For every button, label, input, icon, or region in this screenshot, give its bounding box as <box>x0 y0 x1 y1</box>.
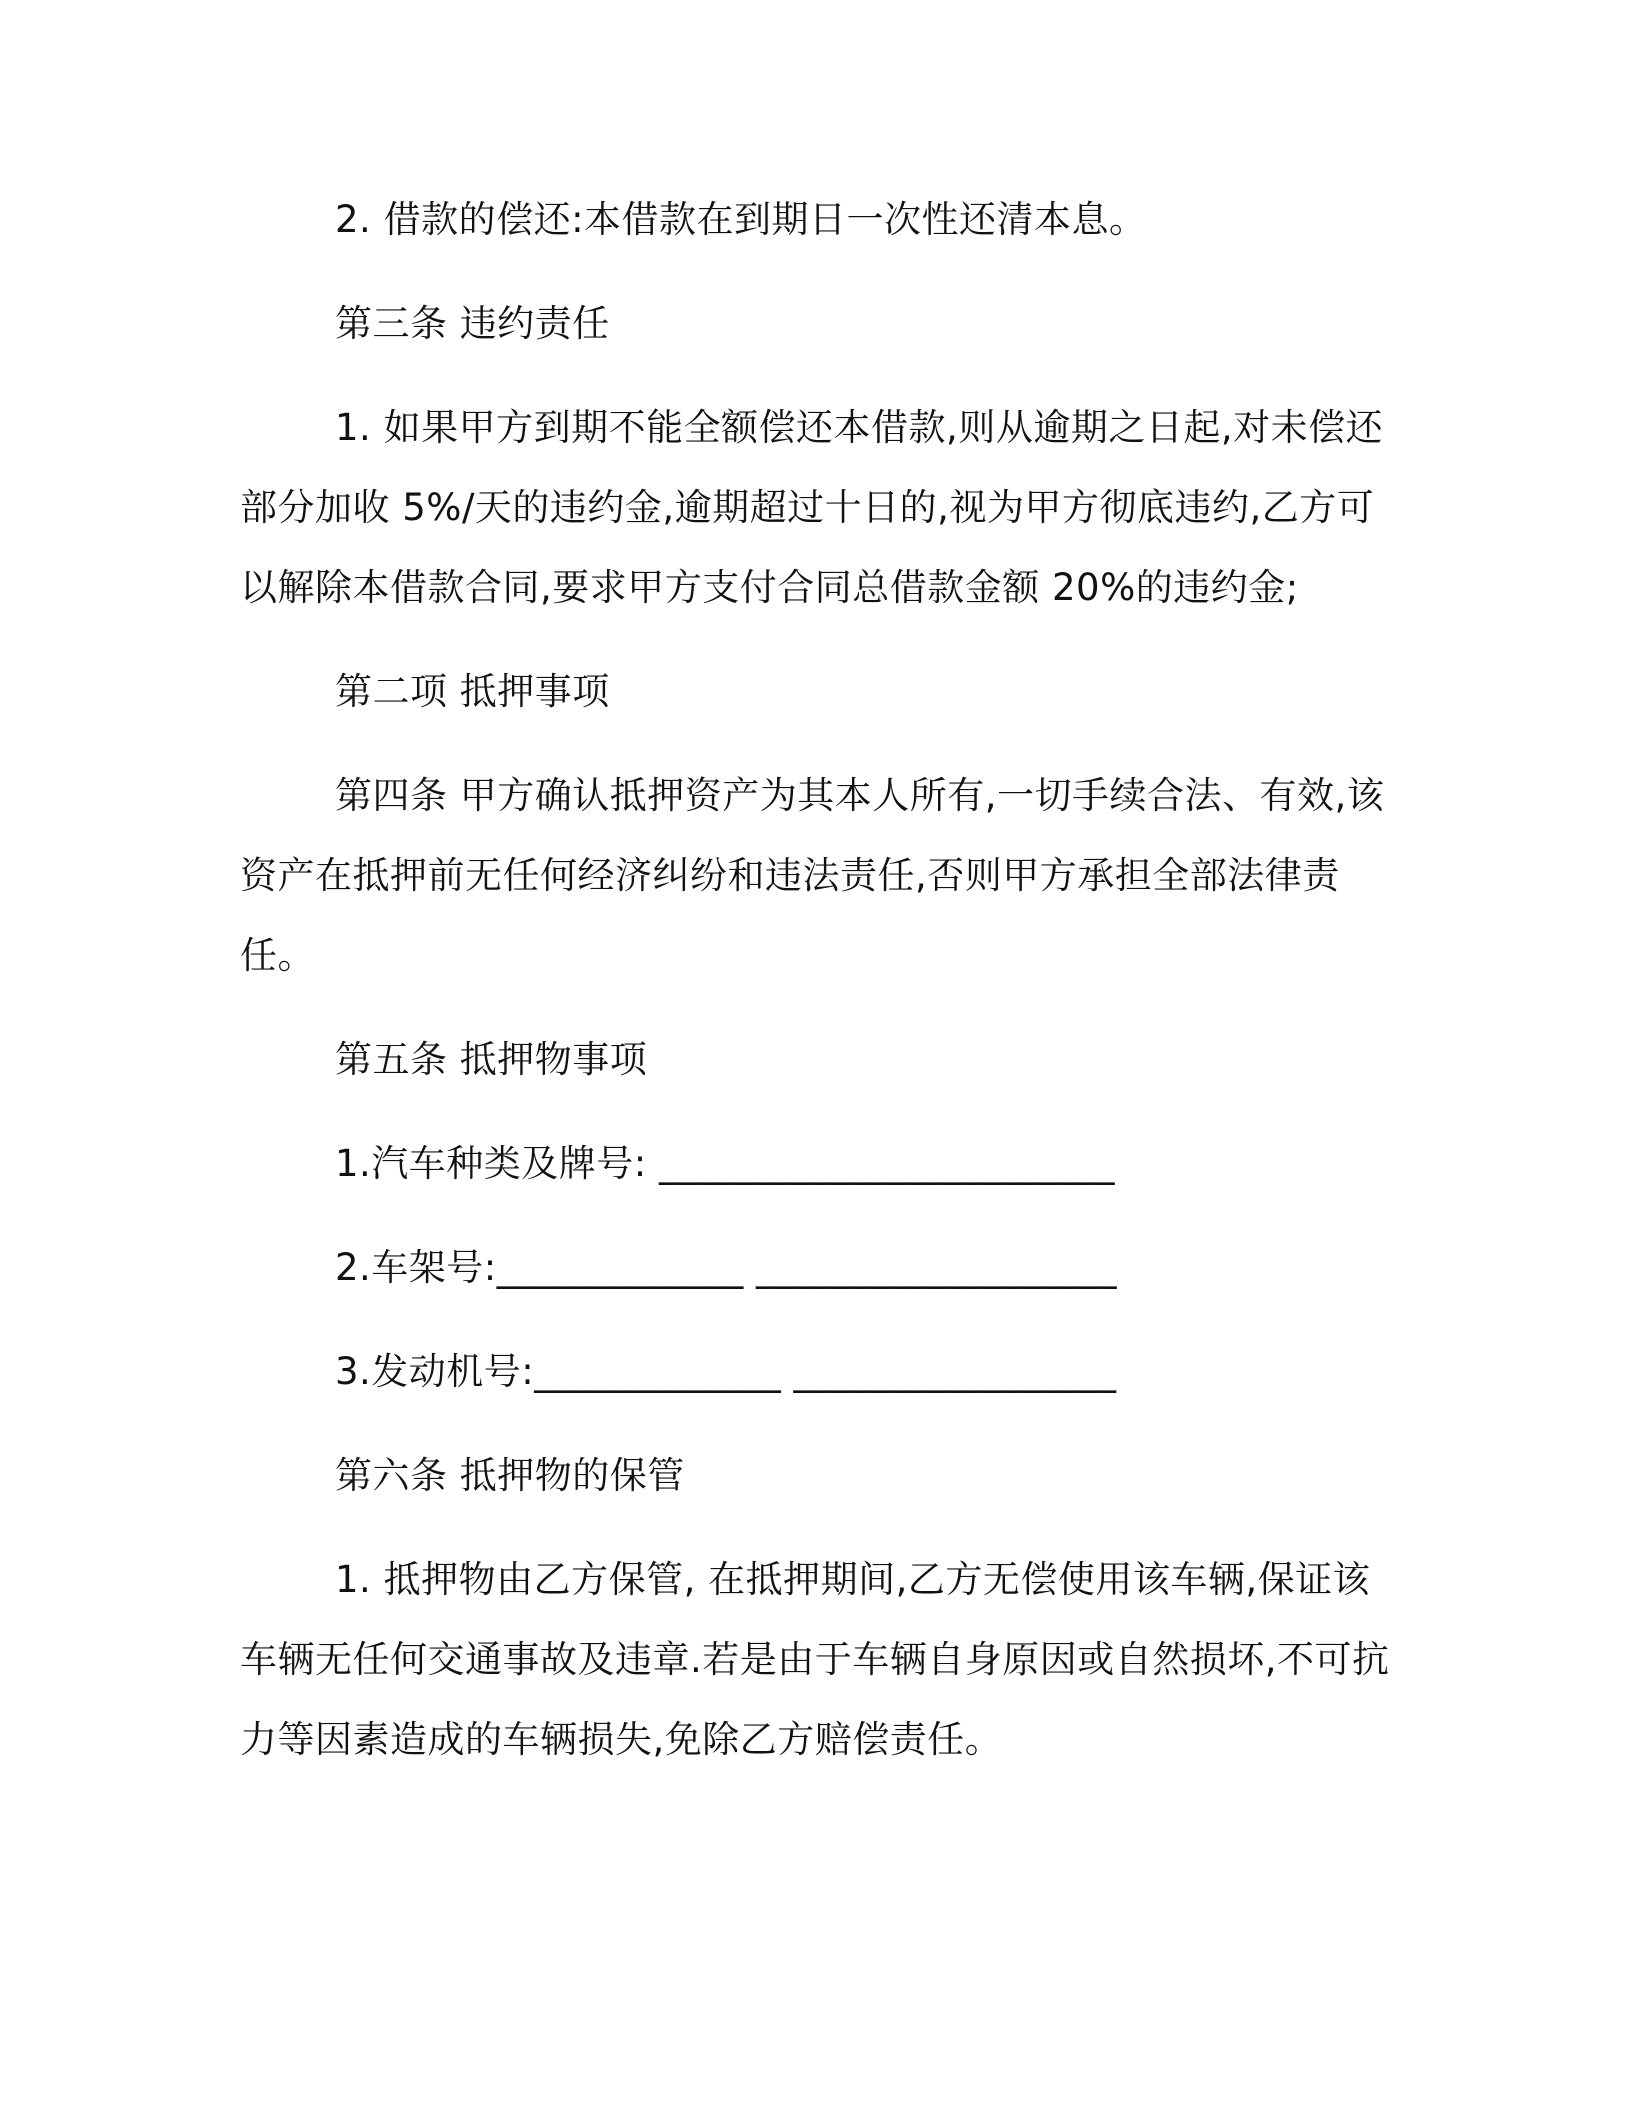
article-3-heading: 第三条 违约责任 <box>335 302 610 345</box>
section-2-heading: 第二项 抵押事项 <box>335 670 610 713</box>
article-6-heading: 第六条 抵押物的保管 <box>335 1454 685 1497</box>
vehicle-type-plate-field: 1.汽车种类及牌号: ________________________ <box>335 1142 1116 1185</box>
default-liability-clause: 1. 如果甲方到期不能全额偿还本借款,则从逾期之日起,对未偿还部分加收 5%/天的违约金,逾期超过十日的,视为甲方彻底违约,乙方可以解除本借款合同,要求甲方支付合同总借款金额 20%的违约金; <box>240 406 1384 609</box>
article-5-heading: 第五条 抵押物事项 <box>335 1038 648 1081</box>
custody-clause: 1. 抵押物由乙方保管, 在抵押期间,乙方无偿使用该车辆,保证该车辆无任何交通事故及违章.若是由于车辆自身原因或自然损坏,不可抗力等因素造成的车辆损失,免除乙方赔偿责任。 <box>240 1558 1390 1761</box>
document-body <box>240 180 1400 1780</box>
engine-number-field: 3.发动机号:_____________ _________________ <box>335 1350 1117 1393</box>
article-4-clause: 第四条 甲方确认抵押资产为其本人所有,一切手续合法、有效,该资产在抵押前无任何经济纠纷和违法责任,否则甲方承担全部法律责任。 <box>240 774 1385 977</box>
repayment-clause: 2. 借款的偿还:本借款在到期日一次性还清本息。 <box>335 198 1147 241</box>
frame-number-field: 2.车架号:_____________ ___________________ <box>335 1246 1118 1289</box>
